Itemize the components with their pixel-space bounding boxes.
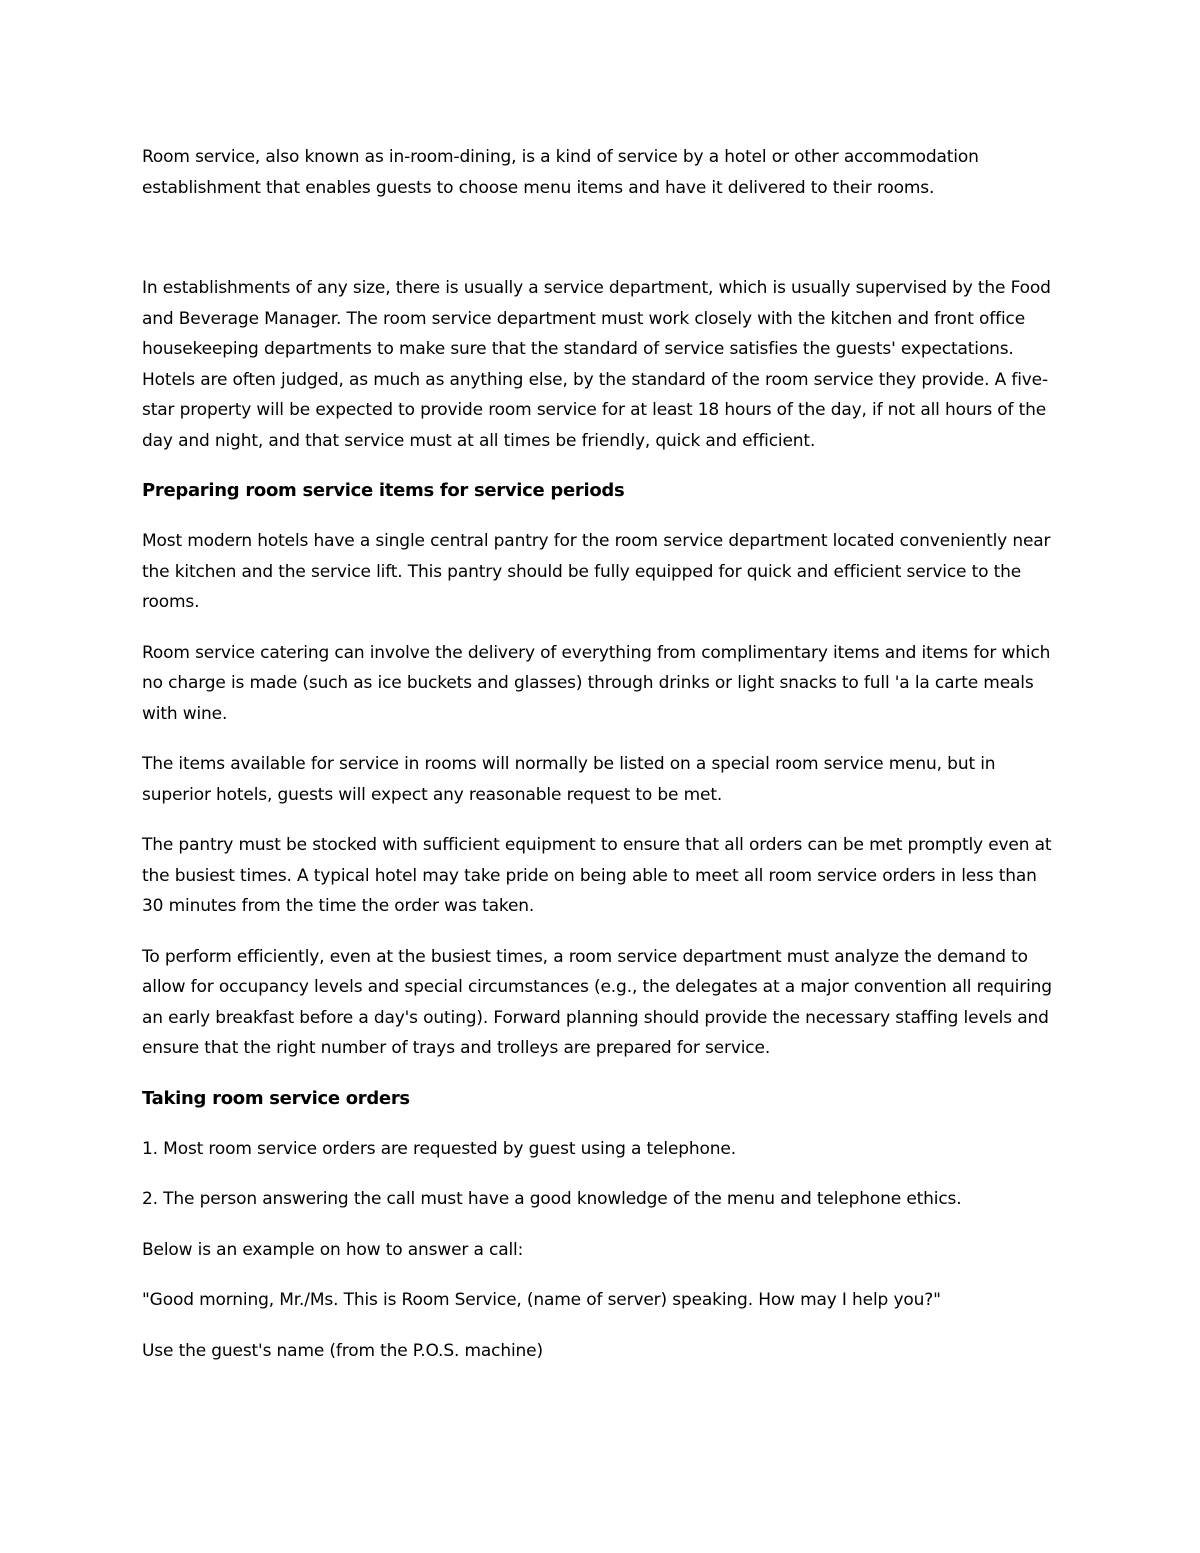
catering-paragraph: Room service catering can involve the delivery of everything from complimentary items and items for which no charge is made (such as ice buckets and glasses) through drinks or light snacks to full 'a la carte meals with wine. xyxy=(142,642,1051,724)
pantry-paragraph: Most modern hotels have a single central pantry for the room service department located conveniently near the kitchen and the service lift. This pantry should be fully equipped for quick and efficient service to the rooms. xyxy=(142,531,1051,612)
section-heading-preparing: Preparing room service items for service periods xyxy=(142,480,625,501)
department-paragraph: In establishments of any size, there is usually a service department, which is usually supervised by the Food and Beverage Manager. The room service department must work closely with the kitchen and front office housekeeping departments to make sure that the standard of service satisfies the guests' expectations. Hotels are often judged, as much as anything else, by the standard of the room service they provide. A five-star property will be expected to provide room service for at least 18 hours of the day, if not all hours of the day and night, and that service must at all times be friendly, quick and efficient. xyxy=(142,278,1051,451)
section-heading-orders: Taking room service orders xyxy=(142,1087,410,1109)
menu-paragraph: The items available for service in rooms will normally be listed on a special room service menu, but in superior hotels, guests will expect any reasonable request to be met. xyxy=(142,754,996,805)
list-item: 2. The person answering the call must have a good knowledge of the menu and telephone ethics. xyxy=(142,1189,962,1209)
document-body xyxy=(142,142,1062,1366)
list-item: 1. Most room service orders are requested by guest using a telephone. xyxy=(142,1138,736,1159)
stock-paragraph: The pantry must be stocked with sufficient equipment to ensure that all orders can be met promptly even at the busiest times. A typical hotel may take pride on being able to meet all room service orders in less than 30 minutes from the time the order was taken. xyxy=(142,835,1052,916)
example-quote: "Good morning, Mr./Ms. This is Room Service, (name of server) speaking. How may I help you?" xyxy=(142,1290,941,1310)
planning-paragraph: To perform efficiently, even at the busiest times, a room service department must analyze the demand to allow for occupancy levels and special circumstances (e.g., the delegates at a major convention all requiring an early breakfast before a day's outing). Forward planning should provide the necessary staffing levels and ensure that the right number of trays and trolleys are prepared for service. xyxy=(142,946,1052,1058)
example-intro: Below is an example on how to answer a call: xyxy=(142,1239,524,1260)
intro-paragraph: Room service, also known as in-room-dining, is a kind of service by a hotel or other accommodation establishment that enables guests to choose menu items and have it delivered to their rooms. xyxy=(142,147,979,198)
guest-name-note: Use the guest's name (from the P.O.S. machine) xyxy=(142,1340,543,1361)
